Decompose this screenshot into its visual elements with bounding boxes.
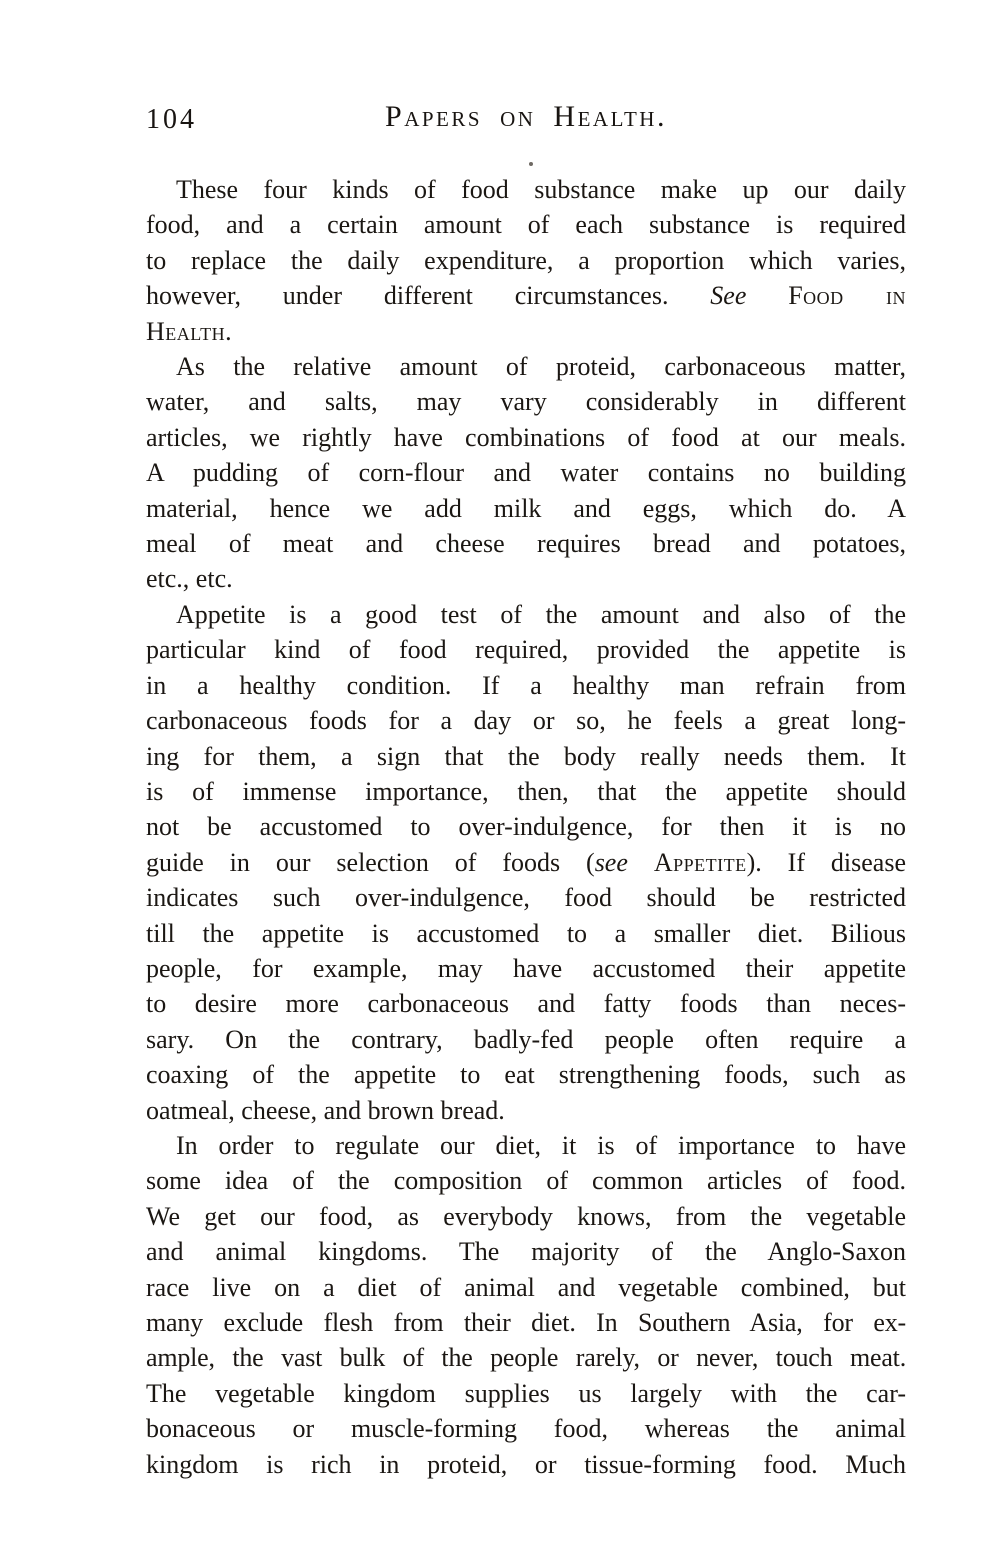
body-text-segment: food, and a certain amount of each substance is required (146, 210, 906, 240)
text-line (146, 809, 906, 844)
body-text-segment: people, for example, may have accustomed their appetite (146, 953, 906, 983)
text-line (146, 455, 906, 490)
body-text-segment: many exclude flesh from their diet. In Southern Asia, for ex- (146, 1308, 906, 1337)
body-text-segment: guide in our selection of foods ( (146, 847, 595, 877)
smallcaps-reference: Appetite (653, 847, 747, 877)
paragraph (146, 172, 906, 349)
paragraph (146, 597, 906, 1128)
italic-text: see (594, 847, 654, 877)
body-text-segment: These four kinds of food substance make up our daily (176, 175, 906, 204)
text-line (146, 278, 906, 313)
body-text-segment: and animal kingdoms. The majority of the Anglo-Saxon (146, 1237, 906, 1267)
body-text-segment: We get our food, as everybody knows, from the vegetable (146, 1201, 906, 1231)
text-line (146, 491, 906, 526)
paragraph (146, 349, 906, 597)
text-line (146, 1128, 906, 1163)
text-line (146, 526, 906, 561)
body-text-segment: however, under different circumstances. (146, 281, 711, 311)
body-text-segment: As the relative amount of proteid, carbonaceous matter, (176, 352, 906, 382)
body-text-segment: oatmeal, cheese, and brown bread. (146, 1095, 505, 1125)
text-line (146, 172, 906, 207)
body-text-segment: ing for them, a sign that the body really needs them. It (146, 741, 906, 771)
text-line (146, 632, 906, 667)
text-line (146, 1163, 906, 1198)
text-line (146, 561, 906, 596)
text-line (146, 1447, 906, 1482)
body-text-segment: not be accustomed to over-indulgence, for then it is no (146, 812, 906, 842)
body-text-segment: race live on a diet of animal and vegetable combined, but (146, 1272, 906, 1302)
body-text-segment: In order to regulate our diet, it is of importance to have (176, 1130, 906, 1160)
text-line (146, 420, 906, 455)
body-text-segment: particular kind of food required, provided the appetite is (146, 635, 906, 665)
body-text-segment: coaxing of the appetite to eat strengthening foods, such as (146, 1060, 906, 1090)
text-line (146, 349, 906, 384)
body-text-segment: material, hence we add milk and eggs, which do. A (146, 493, 906, 523)
page-header (146, 100, 906, 142)
body-text-segment: ). If disease (746, 847, 906, 877)
text-line (146, 845, 906, 880)
body-text-segment: till the appetite is accustomed to a smaller diet. Bilious (146, 918, 906, 948)
text-line (146, 1305, 906, 1340)
body-text-segment: carbonaceous foods for a day or so, he feels a great long- (146, 706, 906, 736)
page-number: 104 (146, 104, 197, 135)
italic-text: See (710, 281, 789, 311)
text-line (146, 597, 906, 632)
text-line (146, 207, 906, 242)
body-text-segment: etc., etc. (146, 564, 233, 594)
text-line (146, 1340, 906, 1375)
body-text-segment: indicates such over-indulgence, food should be restricted (146, 883, 906, 913)
body-text-segment: to replace the daily expenditure, a proportion which varies, (146, 245, 906, 275)
text-line (146, 1376, 906, 1411)
text-line (146, 774, 906, 809)
text-line (146, 916, 906, 951)
body-text-segment: articles, we rightly have combinations of food at our meals. (146, 422, 906, 452)
smallcaps-reference: Health. (146, 316, 233, 346)
body-text-segment: Appetite is a good test of the amount and also of the (176, 599, 906, 629)
page-body (146, 172, 906, 1482)
text-line (146, 1234, 906, 1269)
text-line (146, 739, 906, 774)
text-line (146, 668, 906, 703)
smallcaps-reference: Food in (788, 281, 906, 311)
body-text-segment: kingdom is rich in proteid, or tissue-forming food. Much (146, 1449, 906, 1479)
text-line (146, 1057, 906, 1092)
body-text-segment: sary. On the contrary, badly-fed people often require a (146, 1024, 906, 1054)
text-line (146, 986, 906, 1021)
body-text-segment: bonaceous or muscle-forming food, whereas the animal (146, 1414, 906, 1444)
paragraph (146, 1128, 906, 1482)
text-line (146, 703, 906, 738)
body-text-segment: in a healthy condition. If a healthy man refrain from (146, 670, 906, 700)
text-line (146, 1093, 906, 1128)
body-text-segment: water, and salts, may vary considerably in different (146, 387, 906, 417)
text-line (146, 1199, 906, 1234)
text-line (146, 314, 906, 349)
body-text-segment: to desire more carbonaceous and fatty foods than neces- (146, 989, 906, 1019)
body-text-segment: A pudding of corn-flour and water contains no building (146, 458, 906, 488)
body-text-segment: is of immense importance, then, that the appetite should (146, 776, 906, 806)
running-title: Papers on Health. (385, 100, 667, 133)
body-text-segment: The vegetable kingdom supplies us largely with the car- (146, 1378, 906, 1408)
text-line (146, 384, 906, 419)
scan-speck (529, 162, 533, 166)
text-line (146, 1022, 906, 1057)
body-text-segment: meal of meat and cheese requires bread and potatoes, (146, 529, 906, 559)
body-text-segment: ample, the vast bulk of the people rarely, or never, touch meat. (146, 1343, 906, 1373)
text-line (146, 243, 906, 278)
body-text-segment: some idea of the composition of common articles of food. (146, 1166, 906, 1196)
text-line (146, 1411, 906, 1446)
text-line (146, 1270, 906, 1305)
text-line (146, 880, 906, 915)
text-line (146, 951, 906, 986)
